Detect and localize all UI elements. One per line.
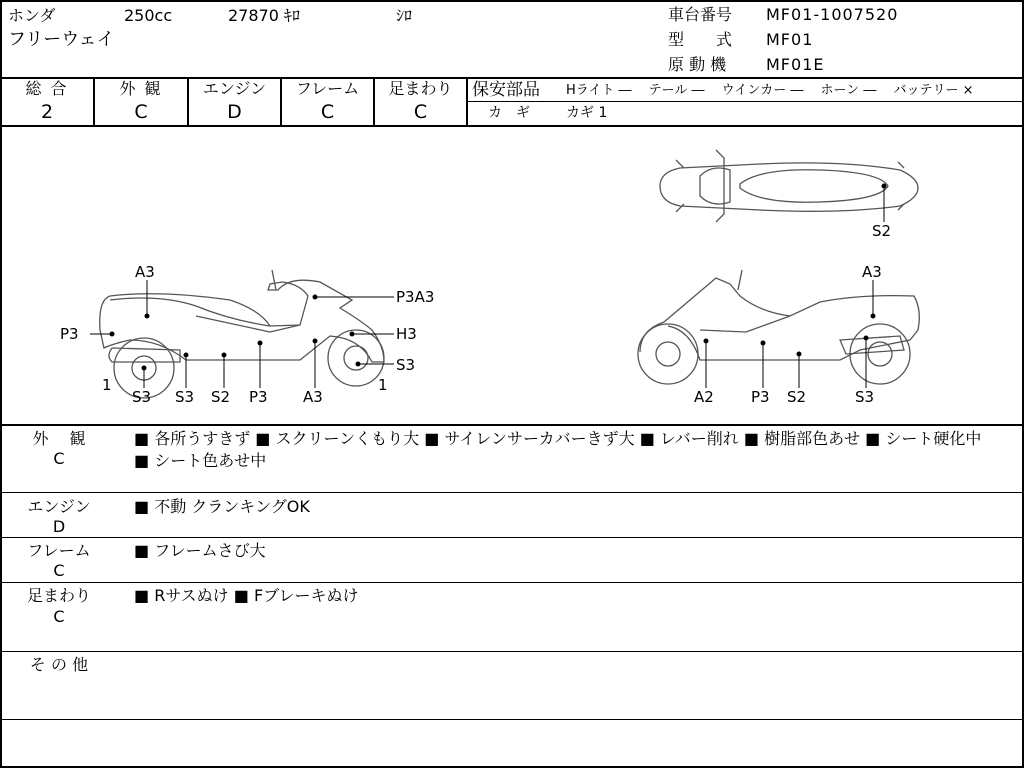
section-label: そ の 他 bbox=[29, 655, 89, 674]
section-grade: C bbox=[53, 449, 65, 468]
divider bbox=[0, 719, 1024, 720]
mileage: 27870 ｷﾛ bbox=[228, 6, 300, 25]
mark-s2-top: S2 bbox=[872, 222, 892, 240]
grade-label: 足まわり bbox=[388, 79, 453, 98]
scooter-right-side bbox=[638, 270, 919, 384]
grade-value: C bbox=[413, 101, 428, 123]
mark-h3: H3 bbox=[396, 325, 417, 343]
mark-bottom-s2: S2 bbox=[211, 388, 231, 406]
section-label: エンジン bbox=[27, 497, 91, 516]
section-suspension bbox=[0, 584, 1024, 650]
chassis-value: MF01-1007520 bbox=[766, 5, 899, 24]
damage-diagram bbox=[0, 126, 1024, 426]
grade-exterior bbox=[94, 78, 188, 126]
key-value: カギ 1 bbox=[566, 105, 608, 121]
grade-value: 2 bbox=[40, 101, 54, 123]
type-value: MF01 bbox=[766, 30, 814, 49]
divider bbox=[466, 101, 1024, 102]
maker: ホンダ bbox=[8, 6, 56, 25]
grade-label: 総 合 bbox=[25, 79, 69, 98]
section-grade: C bbox=[53, 561, 65, 580]
grade-frame bbox=[281, 78, 374, 126]
divider bbox=[0, 492, 1024, 493]
engine-label: 原 動 機 bbox=[668, 55, 727, 74]
mark-bottom-s3-a: S3 bbox=[132, 388, 152, 406]
chassis-label: 車台番号 bbox=[668, 5, 733, 24]
type-label: 型 式 bbox=[668, 30, 733, 49]
grade-value: C bbox=[134, 101, 148, 123]
divider bbox=[0, 651, 1024, 652]
section-other bbox=[0, 653, 1024, 719]
mark-1-right: 1 bbox=[378, 376, 388, 394]
safety-title: 保安部品 bbox=[472, 80, 540, 100]
grade-engine bbox=[188, 78, 281, 126]
mark-bottom-s3-b: S3 bbox=[175, 388, 195, 406]
section-text: ■ Rサスぬけ ■ Fブレーキぬけ bbox=[134, 586, 359, 605]
model-name: フリーウェイ bbox=[8, 29, 115, 50]
grade-label: エンジン bbox=[202, 79, 267, 98]
mark-1-left: 1 bbox=[102, 376, 112, 394]
scooter-top-view bbox=[660, 150, 918, 222]
section-label: 足まわり bbox=[26, 586, 91, 605]
mark-bottom-a3: A3 bbox=[303, 388, 323, 406]
key-label: カ ギ bbox=[488, 105, 530, 121]
color: ｼﾛ bbox=[396, 6, 413, 25]
mark-bottom-a2: A2 bbox=[694, 388, 714, 406]
section-exterior bbox=[0, 426, 1024, 492]
section-text: ■ フレームさび大 bbox=[134, 541, 266, 560]
mark-p3-left: P3 bbox=[60, 325, 79, 343]
mark-a3-top-left: A3 bbox=[135, 263, 155, 281]
displacement: 250cc bbox=[124, 6, 173, 25]
safety-items: Hライト ― テール ― ウインカー ― ホーン ― バッテリー × bbox=[566, 83, 974, 98]
mark-p3a3: P3A3 bbox=[396, 288, 435, 306]
section-grade: C bbox=[53, 607, 65, 626]
mark-bottom-p3-r: P3 bbox=[751, 388, 770, 406]
mark-s3-right: S3 bbox=[396, 356, 416, 374]
grade-label: フレーム bbox=[295, 79, 360, 98]
section-text: ■ 不動 クランキングOK bbox=[134, 497, 310, 516]
engine-value: MF01E bbox=[766, 55, 825, 74]
mark-bottom-s3-r: S3 bbox=[855, 388, 875, 406]
grade-value: C bbox=[320, 101, 335, 123]
section-label: フレーム bbox=[27, 541, 91, 560]
grade-overall bbox=[0, 78, 94, 126]
grade-suspension bbox=[374, 78, 467, 126]
section-engine bbox=[0, 494, 1024, 538]
scooter-left-side bbox=[100, 270, 384, 398]
mark-bottom-p3: P3 bbox=[249, 388, 268, 406]
section-text: ■ 各所うすきず ■ スクリーンくもり大 ■ サイレンサーカバーきず大 ■ レバー削れ ■ 樹脂部色あせ ■ シート硬化中 ■ シート色あせ中 bbox=[134, 429, 982, 470]
grade-value: D bbox=[227, 101, 242, 123]
section-grade: D bbox=[52, 517, 66, 536]
mark-a3-top-right: A3 bbox=[862, 263, 882, 281]
grade-label: 外 観 bbox=[119, 79, 163, 98]
mark-bottom-s2-r: S2 bbox=[787, 388, 807, 406]
section-frame bbox=[0, 539, 1024, 583]
section-label: 外 観 bbox=[32, 429, 86, 448]
